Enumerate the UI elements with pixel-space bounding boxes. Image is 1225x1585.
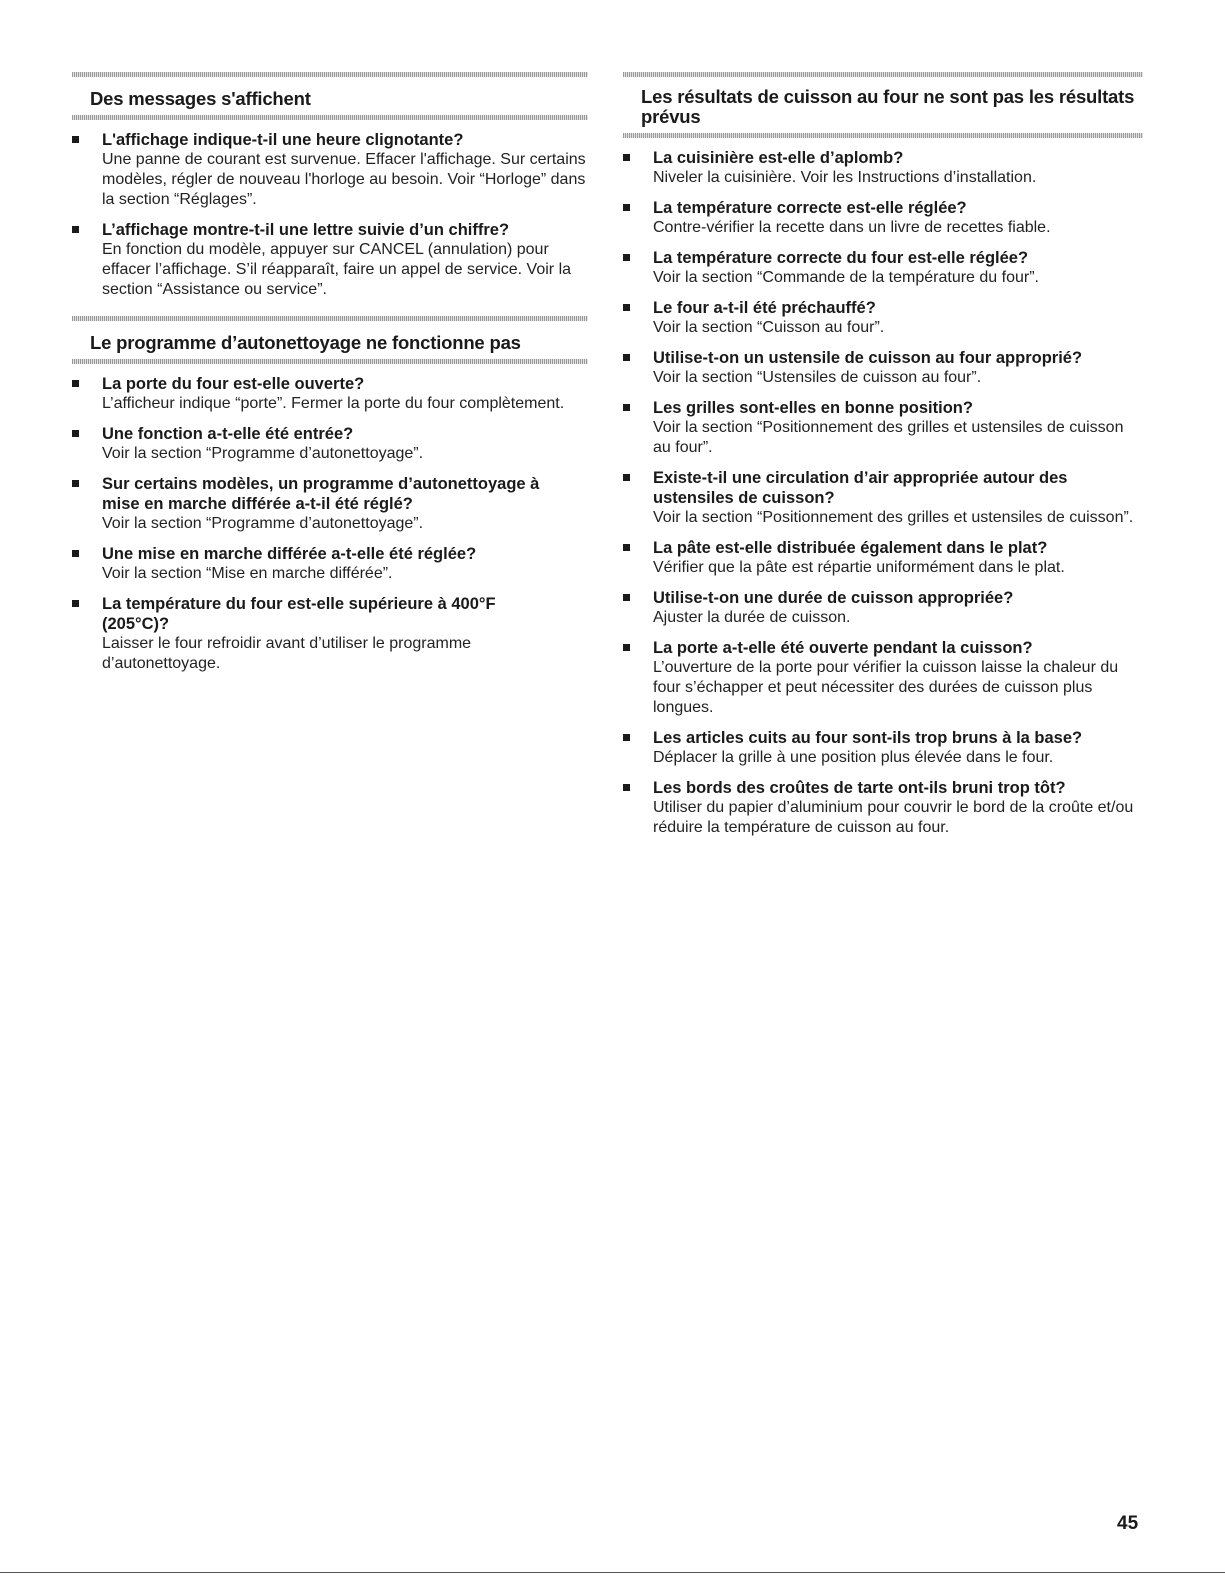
list-item <box>623 198 1143 238</box>
section-header <box>623 72 1143 138</box>
square-bullet-icon <box>623 154 630 161</box>
item-answer: Voir la section “Programme d’autonettoyage”. <box>102 515 424 532</box>
item-question: L'affichage indique-t-il une heure clignotante? <box>102 131 464 149</box>
item-question: La cuisinière est-elle d’aplomb? <box>653 149 904 167</box>
section-rule-bottom <box>623 133 1143 138</box>
troubleshooting-list <box>72 374 588 674</box>
section-title: Des messages s'affichent <box>90 88 311 109</box>
square-bullet-icon <box>623 784 630 791</box>
item-question: Une mise en marche différée a-t-elle été réglée? <box>102 545 477 563</box>
item-question: La porte a-t-elle été ouverte pendant la cuisson? <box>653 639 1033 657</box>
list-item <box>623 398 1143 458</box>
item-question: La température correcte est-elle réglée? <box>653 199 967 217</box>
item-answer: Voir la section “Programme d’autonettoyage”. <box>102 445 424 462</box>
square-bullet-icon <box>72 380 79 387</box>
list-item <box>623 468 1143 528</box>
list-item <box>623 778 1143 838</box>
square-bullet-icon <box>623 544 630 551</box>
item-question: Une fonction a-t-elle été entrée? <box>102 425 354 443</box>
item-question: Existe-t-il une circulation d’air appropriée autour des ustensiles de cuisson? <box>653 469 1068 507</box>
square-bullet-icon <box>72 600 79 607</box>
section-title: Les résultats de cuisson au four ne sont pas les résultats prévus <box>641 86 1135 127</box>
list-item <box>72 220 588 300</box>
item-question: La température du four est-elle supérieure à 400°F (205°C)? <box>102 595 496 633</box>
item-answer: En fonction du modèle, appuyer sur CANCEL (annulation) pour effacer l’affichage. S’il réapparaît, faire un appel de service. Voir la section “Assistance ou service”. <box>102 241 572 298</box>
right-column <box>623 72 1143 848</box>
item-answer: Voir la section “Positionnement des grilles et ustensiles de cuisson”. <box>653 509 1134 526</box>
square-bullet-icon <box>623 404 630 411</box>
troubleshooting-list <box>72 130 588 300</box>
section-rule-bottom <box>72 359 588 364</box>
item-answer: Voir la section “Commande de la température du four”. <box>653 269 1039 286</box>
list-item <box>623 348 1143 388</box>
square-bullet-icon <box>72 480 79 487</box>
square-bullet-icon <box>72 226 79 233</box>
list-item <box>72 374 588 414</box>
section-title: Le programme d’autonettoyage ne fonctionne pas <box>90 332 521 353</box>
list-item <box>72 594 588 674</box>
item-question: La température correcte du four est-elle réglée? <box>653 249 1029 267</box>
list-item <box>623 248 1143 288</box>
section-header <box>72 72 588 120</box>
square-bullet-icon <box>623 304 630 311</box>
list-item <box>623 728 1143 768</box>
square-bullet-icon <box>623 594 630 601</box>
item-question: Les grilles sont-elles en bonne position? <box>653 399 973 417</box>
square-bullet-icon <box>72 430 79 437</box>
item-question: Les articles cuits au four sont-ils trop bruns à la base? <box>653 729 1083 747</box>
section-rule-bottom <box>72 115 588 120</box>
item-answer: L’afficheur indique “porte”. Fermer la porte du four complètement. <box>102 395 565 412</box>
item-question: Utilise-t-on un ustensile de cuisson au four approprié? <box>653 349 1083 367</box>
item-answer: Voir la section “Mise en marche différée”. <box>102 565 393 582</box>
section-header <box>72 316 588 364</box>
square-bullet-icon <box>72 136 79 143</box>
item-answer: L’ouverture de la porte pour vérifier la cuisson laisse la chaleur du four s’échapper et peut nécessiter des durées de cuisson plus longues. <box>653 659 1119 716</box>
item-answer: Ajuster la durée de cuisson. <box>653 609 851 626</box>
item-answer: Vérifier que la pâte est répartie uniformément dans le plat. <box>653 559 1065 576</box>
troubleshooting-list <box>623 148 1143 838</box>
item-answer: Voir la section “Cuisson au four”. <box>653 319 885 336</box>
item-question: Utilise-t-on une durée de cuisson appropriée? <box>653 589 1014 607</box>
list-item <box>72 544 588 584</box>
item-answer: Une panne de courant est survenue. Effacer l'affichage. Sur certains modèles, régler de nouveau l'horloge au besoin. Voir “Horloge” dans la section “Réglages”. <box>102 151 586 208</box>
square-bullet-icon <box>623 474 630 481</box>
item-answer: Contre-vérifier la recette dans un livre de recettes fiable. <box>653 219 1051 236</box>
square-bullet-icon <box>623 734 630 741</box>
square-bullet-icon <box>72 550 79 557</box>
item-question: La pâte est-elle distribuée également dans le plat? <box>653 539 1048 557</box>
list-item <box>623 638 1143 718</box>
item-question: La porte du four est-elle ouverte? <box>102 375 365 393</box>
list-item <box>623 298 1143 338</box>
page-number: 45 <box>1117 1513 1139 1534</box>
list-item <box>72 424 588 464</box>
item-answer: Laisser le four refroidir avant d’utiliser le programme d’autonettoyage. <box>102 635 472 672</box>
square-bullet-icon <box>623 644 630 651</box>
item-question: Le four a-t-il été préchauffé? <box>653 299 876 317</box>
item-question: Sur certains modèles, un programme d’autonettoyage à mise en marche différée a-t-il été réglé? <box>102 475 540 513</box>
item-question: Les bords des croûtes de tarte ont-ils bruni trop tôt? <box>653 779 1066 797</box>
left-column <box>72 72 588 684</box>
square-bullet-icon <box>623 354 630 361</box>
item-answer: Niveler la cuisinière. Voir les Instructions d’installation. <box>653 169 1037 186</box>
item-question: L’affichage montre-t-il une lettre suivie d’un chiffre? <box>102 221 510 239</box>
page-bottom-rule <box>0 1572 1225 1573</box>
list-item <box>623 538 1143 578</box>
list-item <box>72 474 588 534</box>
item-answer: Voir la section “Ustensiles de cuisson au four”. <box>653 369 982 386</box>
square-bullet-icon <box>623 254 630 261</box>
item-answer: Utiliser du papier d’aluminium pour couvrir le bord de la croûte et/ou réduire la température de cuisson au four. <box>653 799 1134 836</box>
item-answer: Voir la section “Positionnement des grilles et ustensiles de cuisson au four”. <box>653 419 1124 456</box>
item-answer: Déplacer la grille à une position plus élevée dans le four. <box>653 749 1054 766</box>
list-item <box>623 588 1143 628</box>
list-item <box>623 148 1143 188</box>
square-bullet-icon <box>623 204 630 211</box>
list-item <box>72 130 588 210</box>
